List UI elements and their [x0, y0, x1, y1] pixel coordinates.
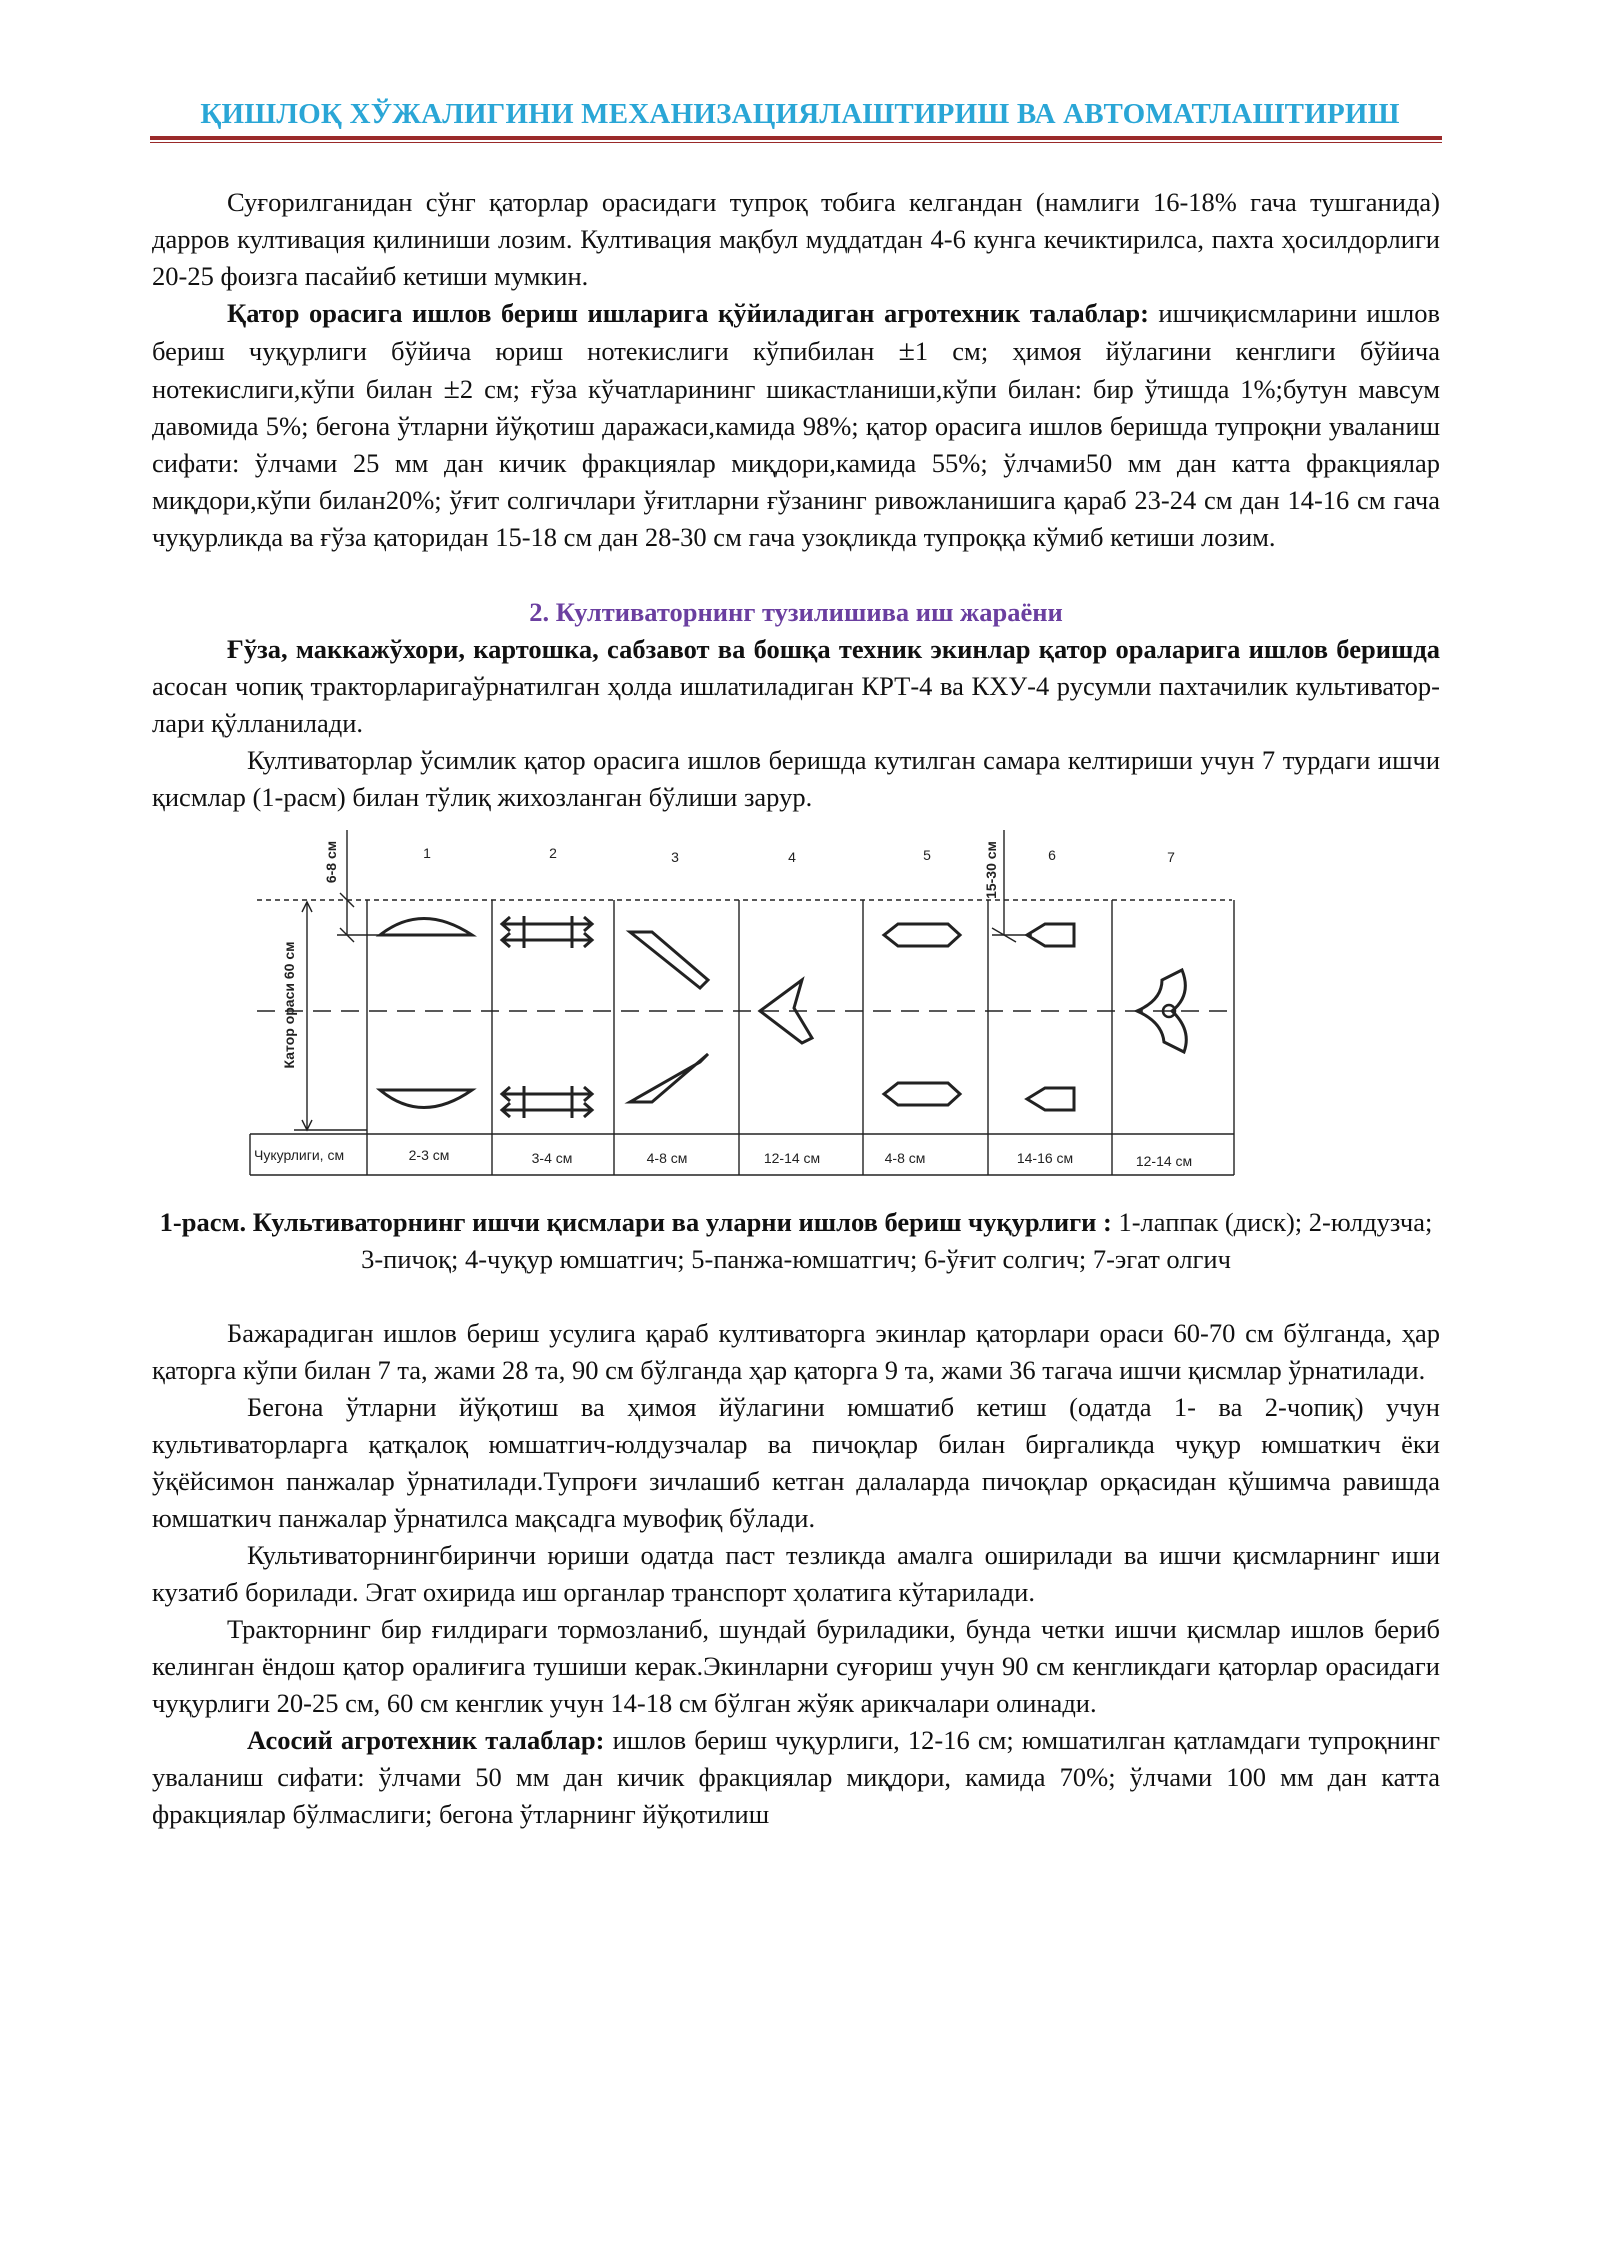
depth-row-label: Чукурлиги, см [254, 1147, 345, 1163]
paragraph-9 [152, 1722, 1440, 1833]
depth-7: 12-14 см [1135, 1153, 1193, 1169]
requirements-heading: Қатор орасига ишлов бериш ишларига қўйиладиган агротехник талаблар: [227, 298, 1149, 328]
col-number-5: 5 [923, 847, 931, 863]
depth-4: 12-14 см [763, 1150, 821, 1166]
paragraph-1: Суғорилганидан сўнг қаторлар орасидаги тупроқ тобига келгандан (намлиги 16-18% гача тушганида) дарров култивация қилиниши лозим. Култивация мақбул муддатдан 4-6 кунга кечиктирилса, пахта ҳосилдорлиги 20-25 фоизга пасайиб кетиши мумкин. [152, 187, 1440, 291]
plus-minus-2: ± [443, 372, 460, 405]
depth-5: 4-8 см [884, 1150, 926, 1166]
spacer [152, 1278, 1440, 1315]
depth-1: 2-3 см [408, 1147, 450, 1163]
paragraph-2-text-b: 1 см; ҳимоя йўлагини кенглиги бўйича нотекислиги,кўпи билан [152, 336, 1441, 404]
paragraph-2-text-c: 2 см; ғўза кўчатларининг шикастланиши,кўпи билан: бир ўтишда 1%;бутун мавсум давомида 5%; бегона ўтларни йўқотиш даражаси,камида 98%; қатор орасига ишлов беришда тупроқни уваланиш сифати: ўлчами 25 мм дан кичик фракциялар миқдори,камида 55%; ўлчами50 мм дан катта фракциялар миқдори,кўпи билан20%; ўғит солгичлари ўғитларни ғўзанинг ривожланишига қараб 23-24 см дан 14-16 см гача чуқурликда ва ғўза қаторидан 15-18 см дан 28-30 см гача узоқликда тупроққа кўмиб кетиши лозим. [152, 374, 1440, 552]
body-text [152, 184, 1440, 1833]
figure-caption-text: 1-лаппак (диск); 2-юлдузча; 3-пичоқ; 4-чуқур юмшатгич; 5-панжа-юмшатгич; 6-ўғит солгич; 7-эгат олгич [361, 1207, 1433, 1274]
paragraph-3-bold: Ғўза, маккажўхори, картошка, сабзавот ва бошқа техник экинлар қатор ораларига ишлов беришда [227, 634, 1440, 664]
paragraph-7: Культиваторнингбиринчи юриши одатда паст тезликда амалга оширилади ва ишчи қисмларнинг иши кузатиб борилади. Эгат охирида иш органлар транспорт ҳолатига кўтарилади. [152, 1540, 1440, 1607]
header-rule-thick [150, 136, 1442, 140]
col-number-1: 1 [423, 845, 431, 861]
paragraph-4: Култиваторлар ўсимлик қатор орасига ишлов беришда кутилган самара келтириши учун 7 турдаги ишчи қисмлар (1-расм) билан тўлиқ жихозланган бўлиши зарур. [152, 745, 1440, 812]
col-number-3: 3 [671, 849, 679, 865]
paragraph-3-text: асосан чопиқ тракторларигаўрнатилган ҳолда ишлатиладиган КРТ-4 ва КХУ-4 русумли пахтачилик культиватор-лари қўлланилади. [152, 671, 1440, 738]
paragraph-8: Тракторнинг бир ғилдираги тормозланиб, шундай буриладики, бунда четки ишчи қисмлар ишлов бериб келинган ёндош қатор оралиғига тушиши керак.Экинларни суғориш учун 90 см кенгликдаги қаторлар орасидаги чуқурлиги 20-25 см, 60 см кенглик учун 14-18 см бўлган жўяк арикчалари олинади. [152, 1614, 1440, 1718]
working-parts-diagram [152, 830, 1440, 1200]
col-number-6: 6 [1048, 847, 1056, 863]
col-number-7: 7 [1167, 849, 1175, 865]
plus-minus-1: ± [898, 334, 915, 367]
figure-working-parts [152, 830, 1440, 1200]
col-number-2: 2 [549, 845, 557, 861]
figure-caption [152, 1204, 1440, 1278]
top-dimension-label: 6-8 см [323, 840, 339, 884]
figure-caption-title: 1-расм. Культиваторнинг ишчи қисмлари ва уларни ишлов бериш чуқурлиги : [159, 1207, 1112, 1237]
row-spacing-label: Катор ораси 60 см [281, 941, 297, 1069]
paragraph-5: Бажарадиган ишлов бериш усулига қараб култиваторга экинлар қаторлари ораси 60-70 см бўлганда, ҳар қаторга кўпи билан 7 та, жами 28 та, 90 см бўлганда ҳар қаторга 9 та, жами 36 тагача ишчи қисмлар ўрнатилади. [152, 1318, 1440, 1385]
paragraph-9-text: ишлов бериш чуқурлиги, 12-16 см; юмшатилган қатламдаги тупроқнинг уваланиш сифати: ўлчами 50 мм дан кичик фракциялар миқдори, камида 70%; ўлчами 100 мм дан катта фракциялар бўлмаслиги; бегона ўтларнинг йўқотилиш [152, 1725, 1440, 1829]
depth-2: 3-4 см [531, 1150, 573, 1166]
depth-6: 14-16 см [1016, 1150, 1074, 1166]
paragraph-2 [152, 295, 1440, 556]
section-title: 2. Култиваторнинг тузилишива иш жараёни [529, 597, 1063, 627]
dimension-6-label: 15-30 см [983, 841, 999, 899]
paragraph-2-text-a: ишчиқисмларини ишлов бериш чуқурлиги бўйича юриш нотекислиги кўпибилан [152, 298, 1440, 366]
paragraph-3 [152, 631, 1440, 742]
header-rule-thin [150, 142, 1442, 143]
col-number-4: 4 [788, 849, 796, 865]
running-header: ҚИШЛОҚ ХЎЖАЛИГИНИ МЕХАНИЗАЦИЯЛАШТИРИШ ВА АВТОМАТЛАШТИРИШ [200, 98, 1400, 130]
depth-3: 4-8 см [646, 1150, 688, 1166]
paragraph-6: Бегона ўтларни йўқотиш ва ҳимоя йўлагини юмшатиб кетиш (одатда 1- ва 2-чопиқ) учун культиваторларга қатқалоқ юмшатгич-юлдузчалар ва пичоқлар билан биргаликда чуқур юмшаткич ёки ўқёйсимон панжалар ўрнатилади.Тупроғи зичлашиб кетган далаларда пичоқлар орқасидан қўшимча равишда юмшаткич панжалар ўрнатилса мақсадга мувофиқ бўлади. [152, 1392, 1440, 1533]
paragraph-9-bold: Асосий агротехник талаблар: [247, 1725, 605, 1755]
